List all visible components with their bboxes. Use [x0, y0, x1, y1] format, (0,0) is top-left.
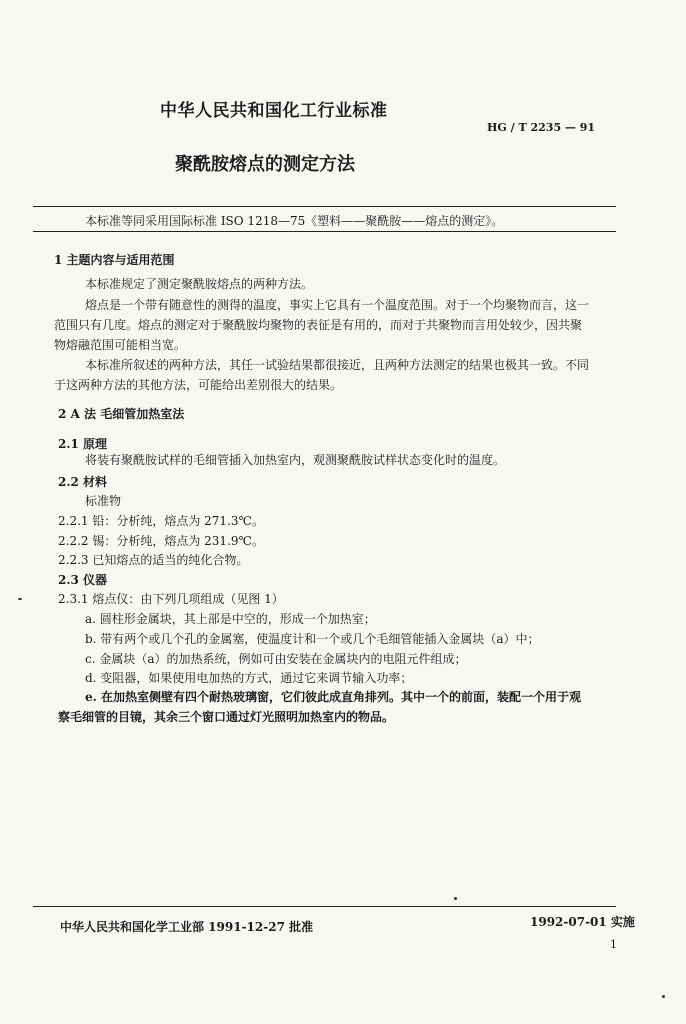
section-2-2-3: 2.2.3 已知熔点的适当的纯化合物。: [58, 553, 249, 567]
item-c: c. 金属块（a）的加热系统，例如可由安装在金属块内的电阻元件组成；: [85, 652, 467, 666]
section-1-para-3-line-2: 于这两种方法的其他方法，可能给出差别很大的结果。: [54, 378, 343, 392]
section-1-para-1: 本标准规定了测定聚酰胺熔点的两种方法。: [85, 277, 314, 291]
item-d: d. 变阻器，如果使用电加热的方式，通过它来调节输入功率；: [85, 671, 413, 685]
top-rule: [33, 206, 616, 207]
page-number: 1: [610, 938, 617, 951]
section-2-2-1: 2.2.1 铅：分析纯，熔点为 271.3℃。: [58, 514, 264, 528]
item-b: b. 带有两个或几个孔的金属塞，使温度计和一个或几个毛细管能插入金属块（a）中；: [85, 632, 540, 646]
footer-rule: [33, 906, 616, 907]
section-2-2-2: 2.2.2 锡：分析纯，熔点为 231.9℃。: [58, 534, 264, 548]
section-1-para-2-line-2: 范围只有几度。熔点的测定对于聚酰胺均聚物的表征是有用的，而对于共聚物而言用处较少，因共聚: [54, 318, 583, 332]
implementation-date: 1992-07-01 实施: [530, 915, 635, 929]
section-2-2-subheading: 标准物: [85, 494, 122, 508]
section-1-heading: 1 主题内容与适用范围: [54, 253, 175, 267]
section-2-heading: 2 A 法 毛细管加热室法: [58, 407, 185, 421]
scan-speck: [454, 897, 457, 900]
scan-speck: [18, 598, 22, 600]
standard-category-heading: 中华人民共和国化工行业标准: [160, 101, 388, 121]
approval-line: 中华人民共和国化学工业部 1991-12-27 批准: [60, 920, 314, 934]
section-2-2-heading: 2.2 材料: [58, 475, 108, 489]
section-2-1-heading: 2.1 原理: [58, 437, 108, 451]
item-e-line-1: e. 在加热室侧壁有四个耐热玻璃窗，它们彼此成直角排列。其中一个的前面，装配一个用于观: [85, 690, 581, 704]
document-title: 聚酰胺熔点的测定方法: [175, 154, 355, 175]
intro-statement: 本标准等同采用国际标准 ISO 1218—75《塑料——聚酰胺——熔点的测定》。: [85, 214, 504, 228]
section-1-para-2-line-3: 物熔融范围可能相当宽。: [54, 338, 187, 352]
intro-rule: [33, 231, 616, 232]
scan-speck: [662, 995, 665, 998]
item-e-line-2: 察毛细管的目镜，其余三个窗口通过灯光照明加热室内的物品。: [58, 710, 395, 724]
section-2-1-text: 将装有聚酰胺试样的毛细管插入加热室内，观测聚酰胺试样状态变化时的温度。: [85, 453, 506, 467]
standard-number: HG / T 2235 — 91: [487, 121, 596, 134]
section-2-3-1: 2.3.1 熔点仪：由下列几项组成（见图 1）: [58, 592, 284, 606]
section-1-para-2-line-1: 熔点是一个带有随意性的测得的温度，事实上它具有一个温度范围。对于一个均聚物而言，这一: [85, 298, 590, 312]
item-a: a. 圆柱形金属块，其上部是中空的，形成一个加热室；: [85, 612, 376, 626]
section-2-3-heading: 2.3 仪器: [58, 573, 108, 587]
section-1-para-3-line-1: 本标准所叙述的两种方法，其任一试验结果都很接近，且两种方法测定的结果也极其一致。不同: [85, 358, 590, 372]
